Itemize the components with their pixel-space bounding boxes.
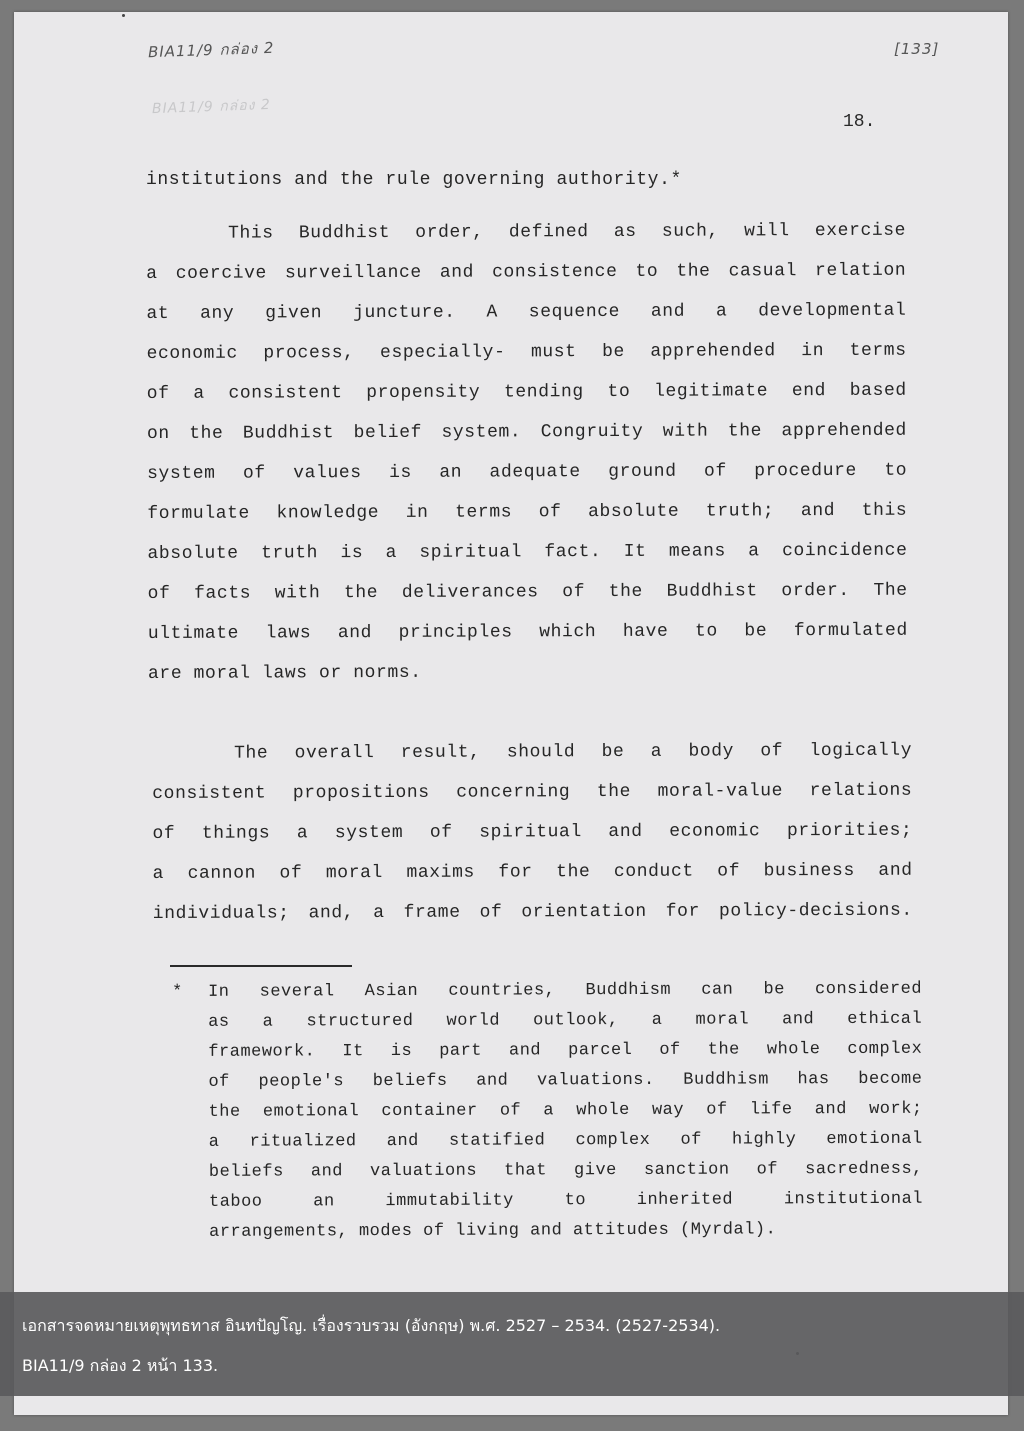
footnote-line: beliefs and valuations that give sanction of sacredness, [208,1159,923,1182]
footnote-line: framework. It is part and parcel of the whole complex [208,1039,923,1062]
text-line: are moral laws or norms. [147,662,422,684]
footnote-marker: * [172,982,183,1002]
footnote-line: taboo an immutability to inherited institutional [208,1189,924,1212]
archive-reference-handwritten: BIA11/9 กล่อง 2 [147,38,275,62]
text-line: absolute truth is a spiritual fact. It means a coincidence [147,540,908,564]
text-line: ultimate laws and principles which have to be formulated [147,620,908,644]
footnote-line: as a structured world outlook, a moral and ethical [208,1009,923,1032]
footnote-line: the emotional container of a whole way of life and work; [208,1099,923,1122]
footnote [172,975,923,1248]
paper-speck [122,14,125,17]
text-line: of a consistent propensity tending to legitimate end based [146,380,907,404]
text-line: of facts with the deliverances of the Buddhist order. The [147,580,908,604]
text-line: This Buddhist order, defined as such, will exercise [228,220,907,244]
footnote-divider [170,965,352,967]
footnote-line: of people's beliefs and valuations. Buddhism has become [208,1069,923,1092]
footnote-line: a ritualized and statified complex of highly emotional [208,1129,923,1152]
text-line: economic process, especially- must be apprehended in terms [146,340,907,364]
caption-reference: BIA11/9 กล่อง 2 หน้า 133. [22,1356,219,1375]
paragraph-2 [152,731,913,934]
archive-reference-faint: BIA11/9 กล่อง 2 [151,96,272,118]
text-line: a cannon of moral maxims for the conduct of business and [152,860,913,884]
text-line: on the Buddhist belief system. Congruity with the apprehended [146,420,907,444]
text-line: system of values is an adequate ground of procedure to [147,460,908,484]
page-number: 18. [843,112,876,132]
text-line: The overall result, should be a body of logically [234,740,913,764]
caption-bar [0,1292,1024,1396]
text-line: institutions and the rule governing authority.* [146,170,682,190]
text-line: individuals; and, a frame of orientation for policy-decisions. [152,900,913,924]
paragraph-1 [146,211,908,694]
footnote-line: arrangements, modes of living and attitudes (Myrdal). [209,1220,777,1242]
text-line: a coercive surveillance and consistence to the casual relation [146,260,907,284]
text-line: formulate knowledge in terms of absolute truth; and this [147,500,908,524]
footnote-body [208,975,923,1248]
text-line: at any given juncture. A sequence and a developmental [146,300,907,324]
caption-title: เอกสารจดหมายเหตุพุทธทาส อินทปัญโญ. เรื่องรวบรวม (อังกฤษ) พ.ศ. 2527 – 2534. (2527-2534). [22,1316,721,1335]
page-reference-handwritten: [133] [894,40,940,58]
opening-line [146,160,906,200]
text-line: consistent propositions concerning the moral-value relations [152,780,913,804]
text-line: of things a system of spiritual and economic priorities; [152,820,913,844]
footnote-line: In several Asian countries, Buddhism can be considered [208,979,923,1002]
